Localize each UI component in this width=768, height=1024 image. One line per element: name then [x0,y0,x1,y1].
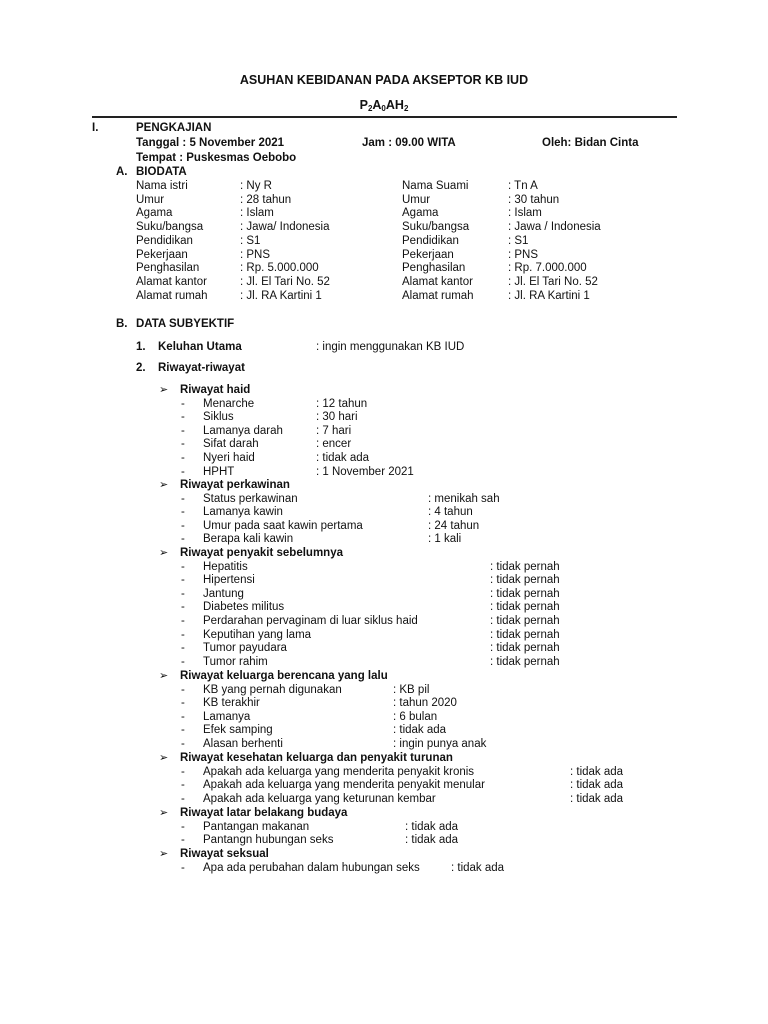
list-item-label: Jantung [203,587,244,600]
list-item-value: : 24 tahun [428,519,480,532]
header-rule [92,116,677,118]
list-item-value: : tidak pernah [490,587,560,600]
list-dash: - [181,779,185,792]
list-item-label: Umur pada saat kawin pertama [203,519,363,532]
list-item-value: : 1 kali [428,533,462,546]
biodata-value-husband: : Tn A [508,180,538,192]
bullet-arrow-icon: ➢ [159,547,169,559]
list-item-value: : tahun 2020 [393,697,457,710]
list-dash: - [181,683,185,696]
biodata-label-husband: Pendidikan [402,234,459,247]
list-dash: - [181,861,185,874]
document-subtitle: $P_2A_0AH_2$ [359,98,409,113]
list-item-label: Keputihan yang lama [203,628,312,641]
riwayat-group-title: Riwayat latar belakang budaya [180,807,348,819]
riwayat-label: Riwayat-riwayat [158,362,245,374]
biodata-value-wife: : 28 tahun [240,193,292,206]
list-dash: - [181,710,185,723]
list-item-value: : 30 hari [316,411,358,424]
biodata-label-wife: Alamat kantor [136,275,207,288]
list-item-label: Apakah ada keluarga yang menderita penyakit kronis [203,765,475,778]
list-dash: - [181,738,185,750]
list-item-label: Alasan berhenti [203,738,283,750]
list-item-value: : tidak pernah [490,574,560,587]
document-title: ASUHAN KEBIDANAN PADA AKSEPTOR KB IUD [239,73,529,87]
biodata-value-husband: : Rp. 7.000.000 [508,262,587,275]
biodata-value-wife: : Jawa/ Indonesia [240,221,330,234]
list-dash: - [181,792,185,805]
biodata-label-husband: Nama Suami [402,180,469,192]
bullet-arrow-icon: ➢ [159,848,169,860]
list-item-value: : encer [316,438,352,451]
biodata-label-wife: Pendidikan [136,234,193,247]
biodata-label-wife: Nama istri [136,180,188,192]
list-item-label: Pantangan makanan [203,820,310,833]
exam-date: Tanggal : 5 November 2021 [136,137,285,149]
biodata-value-husband: : 30 tahun [508,193,560,206]
biodata-label-husband: Suku/bangsa [402,221,470,234]
biodata-letter: A. [116,166,128,178]
list-item-label: Status perkawinan [203,492,298,505]
section-numeral: I. [92,122,99,134]
list-item-value: : 1 November 2021 [316,465,414,478]
list-item-value: : menikah sah [428,492,500,505]
riwayat-group-title: Riwayat seksual [180,848,269,860]
biodata-label-wife: Agama [136,207,173,220]
list-item-value: : tidak ada [405,834,459,847]
biodata-label-wife: Umur [136,193,165,206]
list-item-value: : tidak pernah [490,615,560,627]
list-item-label: Hipertensi [203,574,255,587]
biodata-label-wife: Penghasilan [136,262,200,275]
biodata-label-husband: Penghasilan [402,262,466,275]
list-item-value: : tidak ada [393,724,447,737]
biodata-label-husband: Pekerjaan [402,248,454,261]
biodata-value-wife: : Islam [240,207,274,220]
list-dash: - [181,397,185,410]
list-dash: - [181,519,185,532]
biodata-value-husband: : S1 [508,234,529,247]
list-item-label: Apakah ada keluarga yang keturunan kembar [203,792,436,805]
list-dash: - [181,438,185,451]
list-item-label: Diabetes militus [203,601,285,614]
list-dash: - [181,601,185,614]
list-dash: - [181,411,185,424]
list-dash: - [181,574,185,587]
biodata-value-wife: : Jl. El Tari No. 52 [240,275,330,288]
list-item-value: : tidak pernah [490,601,560,614]
list-item-label: Perdarahan pervaginam di luar siklus haid [203,615,418,627]
list-item-label: Lamanya kawin [203,506,283,519]
bullet-arrow-icon: ➢ [159,479,169,491]
list-dash: - [181,820,185,833]
biodata-heading: BIODATA [136,166,187,178]
list-item-value: : 6 bulan [393,710,438,723]
biodata-value-husband: : Jawa / Indonesia [508,221,601,234]
biodata-label-husband: Alamat kantor [402,275,473,288]
list-item-value: : tidak pernah [490,628,560,641]
list-dash: - [181,452,185,464]
list-dash: - [181,655,185,668]
list-dash: - [181,628,185,641]
exam-place: Tempat : Puskesmas Oebobo [136,152,297,164]
list-item-label: HPHT [203,465,235,478]
list-item-label: Tumor rahim [203,655,268,668]
list-item-value: : ingin punya anak [393,738,487,750]
list-dash: - [181,465,185,478]
riwayat-group-title: Riwayat kesehatan keluarga dan penyakit turunan [180,752,453,764]
biodata-label-wife: Suku/bangsa [136,221,204,234]
biodata-label-wife: Pekerjaan [136,248,188,261]
subjektif-heading: DATA SUBYEKTIF [136,318,235,330]
biodata-value-wife: : S1 [240,234,261,247]
bullet-arrow-icon: ➢ [159,807,169,819]
biodata-value-wife: : Jl. RA Kartini 1 [240,289,322,302]
list-item-value: : KB pil [393,683,430,696]
list-item-value: : tidak pernah [490,560,560,573]
biodata-value-husband: : PNS [508,248,539,261]
list-dash: - [181,424,185,437]
list-item-label: Lamanya [203,710,251,723]
list-dash: - [181,587,185,600]
list-dash: - [181,765,185,778]
list-item-label: Apa ada perubahan dalam hubungan seks [203,861,420,874]
list-item-value: : 7 hari [316,424,352,437]
riwayat-group-title: Riwayat perkawinan [180,479,290,491]
list-item-label: KB yang pernah digunakan [203,683,342,696]
list-item-label: Menarche [203,397,255,410]
keluhan-number: 1. [136,341,146,353]
biodata-value-husband: : Islam [508,207,542,220]
subjektif-letter: B. [116,318,128,330]
bullet-arrow-icon: ➢ [159,752,169,764]
bullet-arrow-icon: ➢ [159,670,169,682]
list-item-value: : tidak ada [451,861,505,874]
list-dash: - [181,642,185,655]
list-item-value: : tidak ada [405,820,459,833]
section-heading: PENGKAJIAN [136,122,212,134]
biodata-value-wife: : Rp. 5.000.000 [240,262,319,275]
list-dash: - [181,697,185,710]
list-dash: - [181,533,185,546]
riwayat-group-title: Riwayat penyakit sebelumnya [180,547,343,559]
list-item-label: Tumor payudara [203,642,287,655]
biodata-value-wife: : Ny R [240,180,272,192]
list-item-value: : tidak pernah [490,655,560,668]
list-item-label: Nyeri haid [203,452,255,464]
exam-time: Jam : 09.00 WITA [362,137,456,149]
list-item-value: : tidak pernah [490,642,560,655]
list-item-value: : 12 tahun [316,397,368,410]
list-item-label: Efek samping [203,724,273,737]
bullet-arrow-icon: ➢ [159,384,169,396]
list-item-value: : tidak ada [570,765,624,778]
list-item-label: KB terakhir [203,697,260,710]
list-item-label: Pantangn hubungan seks [203,834,334,847]
examiner: Oleh: Bidan Cinta [542,137,639,149]
biodata-label-husband: Alamat rumah [402,289,474,302]
list-dash: - [181,492,185,505]
keluhan-label: Keluhan Utama [158,341,242,353]
biodata-value-wife: : PNS [240,248,271,261]
list-item-value: : tidak ada [570,792,624,805]
list-item-value: : tidak ada [570,779,624,792]
list-dash: - [181,615,185,627]
list-item-label: Apakah ada keluarga yang menderita penyakit menular [203,779,485,792]
list-item-label: Lamanya darah [203,424,283,437]
list-item-label: Berapa kali kawin [203,533,294,546]
biodata-label-husband: Umur [402,193,431,206]
list-dash: - [181,724,185,737]
riwayat-group-title: Riwayat keluarga berencana yang lalu [180,670,388,682]
list-item-label: Siklus [203,411,234,424]
biodata-value-husband: : Jl. RA Kartini 1 [508,289,590,302]
biodata-label-husband: Agama [402,207,439,220]
biodata-label-wife: Alamat rumah [136,289,208,302]
list-dash: - [181,834,185,847]
list-item-label: Sifat darah [203,438,259,451]
riwayat-number: 2. [136,362,146,374]
list-dash: - [181,560,185,573]
riwayat-group-title: Riwayat haid [180,384,251,396]
keluhan-value: : ingin menggunakan KB IUD [316,341,465,353]
biodata-value-husband: : Jl. El Tari No. 52 [508,275,598,288]
list-item-value: : 4 tahun [428,506,473,519]
list-dash: - [181,506,185,519]
list-item-label: Hepatitis [203,560,248,573]
list-item-value: : tidak ada [316,452,370,464]
